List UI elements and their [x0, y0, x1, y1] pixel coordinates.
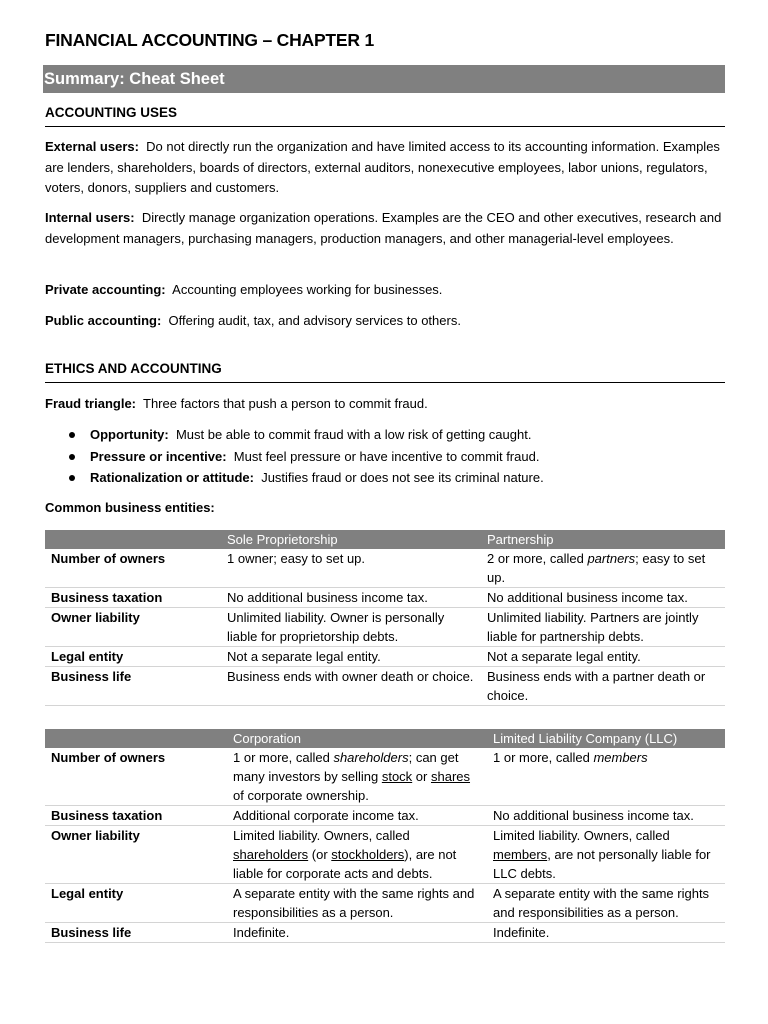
table-cell: A separate entity with the same rights and responsibilities as a person. — [227, 884, 487, 923]
table-header-cell — [45, 530, 221, 549]
row-header: Legal entity — [45, 647, 221, 667]
private-accounting-text: Accounting employees working for businesses. — [172, 282, 443, 297]
section-heading-accounting-uses: ACCOUNTING USES — [45, 103, 725, 127]
external-users-text: Do not directly run the organization and have limited access to its accounting information. Examples are lenders, shareholders, boards of directors, external auditors, nonexecutive employees, labor unions, regulators, voters, donors, suppliers and customers. — [45, 139, 720, 195]
table-cell — [481, 549, 725, 588]
list-item — [45, 447, 725, 469]
table-header-cell: Corporation — [227, 729, 487, 748]
row-header: Owner liability — [45, 826, 227, 884]
table-cell: 1 owner; easy to set up. — [221, 549, 481, 588]
table-header-cell: Limited Liability Company (LLC) — [487, 729, 725, 748]
bullet-text: Must be able to commit fraud with a low risk of getting caught. — [175, 427, 532, 442]
cell-text: Limited liability. Owners, called — [493, 828, 670, 843]
cell-emphasis: shareholders — [333, 750, 409, 765]
table-cell: No additional business income tax. — [221, 588, 481, 608]
table-cell: Business ends with a partner death or choice. — [481, 667, 725, 706]
cell-underline: shareholders — [233, 847, 309, 862]
cell-emphasis: partners — [587, 551, 636, 566]
cell-underline: members — [493, 847, 548, 862]
table-cell: Not a separate legal entity. — [481, 647, 725, 667]
table-row — [45, 549, 725, 588]
cell-text: of corporate ownership. — [233, 788, 369, 803]
table-cell: No additional business income tax. — [481, 588, 725, 608]
table-cell — [487, 748, 725, 806]
page-title: FINANCIAL ACCOUNTING – CHAPTER 1 — [45, 30, 375, 50]
cell-text: , are not personally liable for LLC debts. — [493, 847, 711, 881]
table-row — [45, 884, 725, 923]
table-row — [45, 647, 725, 667]
table-header-cell: Sole Proprietorship — [221, 530, 481, 549]
fraud-triangle-paragraph — [45, 394, 725, 415]
bullet-text: Must feel pressure or have incentive to commit fraud. — [233, 448, 540, 464]
cell-text: ), are not liable for corporate acts and debts. — [233, 847, 457, 881]
row-header: Business life — [45, 667, 221, 706]
table-cell: Additional corporate income tax. — [227, 806, 487, 826]
table-cell — [487, 826, 725, 884]
table-row — [45, 588, 725, 608]
internal-users-text: Directly manage organization operations. Examples are the CEO and other executives, research and development managers, purchasing managers, production managers, and other managerial-level employees. — [45, 210, 722, 246]
internal-users-label: Internal users: — [45, 210, 135, 225]
cell-emphasis: members — [593, 750, 648, 765]
section-heading-ethics: ETHICS AND ACCOUNTING — [45, 359, 725, 383]
fraud-triangle-text: Three factors that push a person to commit fraud. — [143, 396, 428, 411]
table-row — [45, 608, 725, 647]
fraud-factors-list — [45, 425, 725, 490]
table-cell — [227, 826, 487, 884]
table-row — [45, 923, 725, 943]
row-header: Business taxation — [45, 588, 221, 608]
table-header-row — [45, 729, 725, 748]
public-accounting-paragraph — [45, 311, 725, 332]
table-cell: Not a separate legal entity. — [221, 647, 481, 667]
bullet-label: Rationalization or attitude: — [90, 470, 254, 485]
internal-users-paragraph — [45, 208, 725, 249]
entity-table-corporation-llc — [45, 729, 725, 943]
cell-text: 1 or more, called — [233, 750, 334, 765]
row-header: Legal entity — [45, 884, 227, 923]
table-header-row — [45, 530, 725, 549]
cell-text: or — [412, 769, 431, 784]
table-cell — [227, 748, 487, 806]
cell-text: ; can get many investors by selling — [233, 750, 459, 784]
row-header: Business life — [45, 923, 227, 943]
private-accounting-label: Private accounting: — [45, 282, 166, 297]
cell-underline: stockholders — [331, 847, 405, 862]
table-cell: Indefinite. — [227, 923, 487, 943]
table-row — [45, 806, 725, 826]
row-header: Business taxation — [45, 806, 227, 826]
table-cell: Unlimited liability. Partners are jointly liable for partnership debts. — [481, 608, 725, 647]
table-header-cell — [45, 729, 227, 748]
public-accounting-text: Offering audit, tax, and advisory services to others. — [168, 313, 461, 328]
table-row — [45, 748, 725, 806]
cell-underline: shares — [430, 769, 471, 784]
row-header: Owner liability — [45, 608, 221, 647]
cell-text: 1 or more, called — [493, 750, 594, 765]
bullet-label: Pressure or incentive: — [90, 448, 227, 464]
table-header-cell: Partnership — [481, 530, 725, 549]
cell-text: 2 or more, called — [487, 551, 588, 566]
list-item — [45, 425, 725, 447]
entity-table-sole-partnership — [45, 530, 725, 706]
list-item — [45, 468, 725, 490]
row-header: Number of owners — [45, 748, 227, 806]
bullet-text: Justifies fraud or does not see its criminal nature. — [261, 470, 544, 485]
table-cell: Indefinite. — [487, 923, 725, 943]
table-cell: No additional business income tax. — [487, 806, 725, 826]
cell-text: Limited liability. Owners, called — [233, 828, 410, 843]
external-users-paragraph — [45, 137, 725, 199]
row-header: Number of owners — [45, 549, 221, 588]
table-row — [45, 667, 725, 706]
external-users-label: External users: — [45, 139, 139, 154]
cell-text: ; easy to set up. — [487, 551, 706, 585]
table-cell: A separate entity with the same rights and responsibilities as a person. — [487, 884, 725, 923]
cell-underline: stock — [381, 769, 413, 784]
bullet-label: Opportunity: — [90, 427, 169, 442]
summary-banner: Summary: Cheat Sheet — [43, 65, 725, 93]
table-cell: Unlimited liability. Owner is personally liable for proprietorship debts. — [221, 608, 481, 647]
table-row — [45, 826, 725, 884]
private-accounting-paragraph — [45, 280, 725, 301]
cell-text: (or — [308, 847, 332, 862]
entities-label: Common business entities: — [45, 500, 215, 515]
table-cell: Business ends with owner death or choice. — [221, 667, 481, 706]
fraud-triangle-label: Fraud triangle: — [45, 396, 137, 411]
public-accounting-label: Public accounting: — [45, 313, 162, 328]
